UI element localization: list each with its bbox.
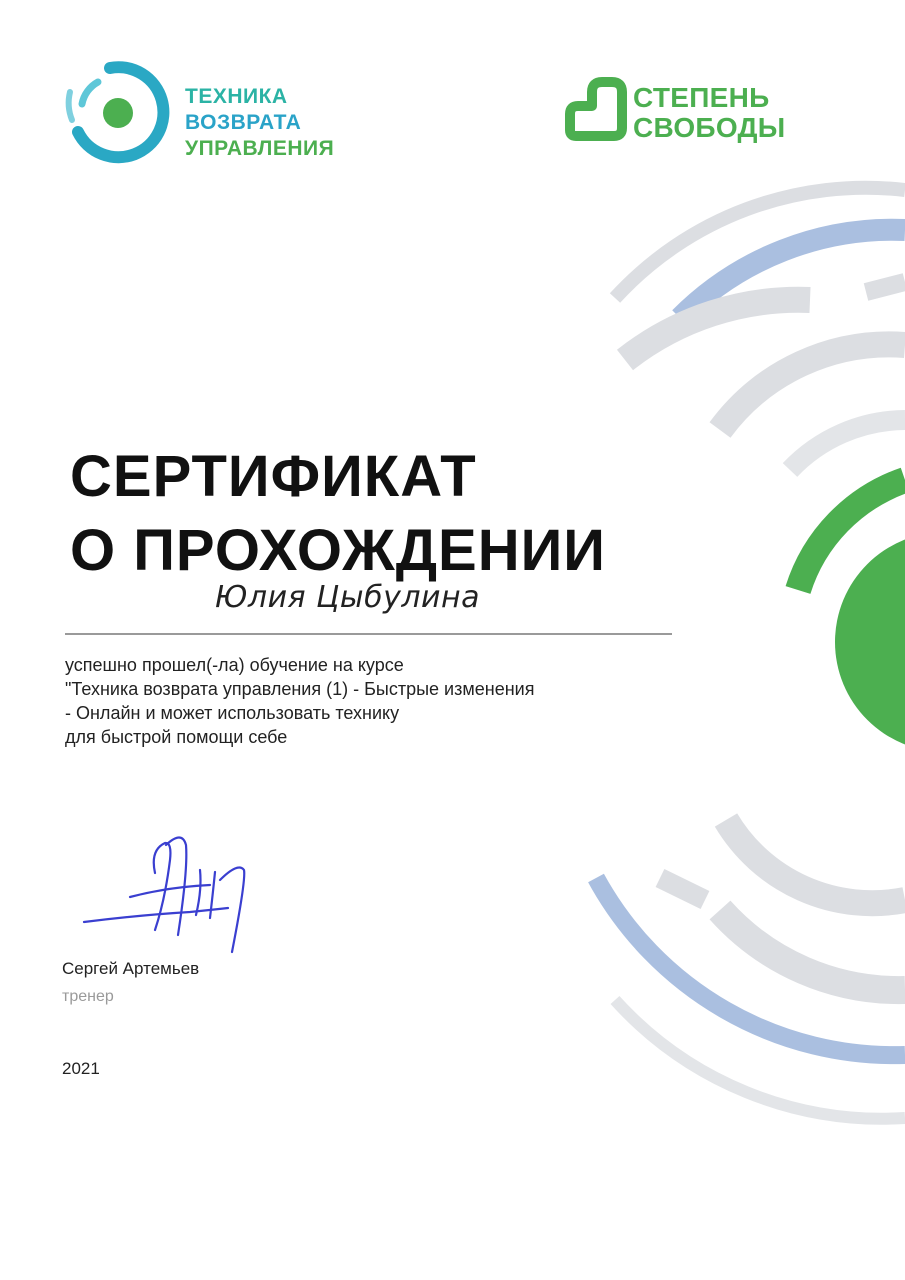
description-line-2: "Техника возврата управления (1) - Быстрые изменения: [65, 679, 535, 699]
signature-image: [84, 838, 244, 953]
step-shape-logo-icon: [570, 82, 622, 136]
green-disc: [835, 532, 905, 752]
logo-right-text: [633, 83, 786, 143]
certificate-year: 2021: [62, 1059, 100, 1078]
signer-name: Сергей Артемьев: [62, 959, 200, 978]
certificate-title: [70, 440, 606, 588]
logo-left-line-3: УПРАВЛЕНИЯ: [185, 137, 335, 160]
arc-grey-inner-top-2: [790, 420, 905, 470]
description-line-3: - Онлайн и может использовать технику: [65, 703, 400, 723]
logo-left-text: [185, 84, 334, 162]
arc-grey-bottom-dash: [660, 878, 705, 900]
logo-right-line-2: СВОБОДЫ: [633, 112, 786, 143]
logo-left-line-2: ВОЗВРАТА: [185, 111, 302, 134]
name-underline: [65, 633, 672, 635]
recipient-name: Юлия Цыбулина: [215, 580, 481, 615]
circular-arrow-logo-icon: [69, 67, 164, 157]
title-line-1: СЕРТИФИКАТ: [70, 444, 477, 509]
arc-grey-mid-top: [625, 300, 810, 360]
title-line-2: О ПРОХОЖДЕНИИ: [70, 518, 606, 583]
course-description: [65, 653, 534, 749]
logo-left-line-1: ТЕХНИКА: [185, 85, 288, 108]
description-line-4: для быстрой помощи себе: [65, 727, 288, 747]
signer-role: тренер: [62, 988, 114, 1005]
description-line-1: успешно прошел(-ла) обучение на курсе: [65, 655, 404, 675]
arc-grey-dash-top: [866, 282, 905, 292]
arc-grey-bottom-1: [726, 820, 905, 903]
arc-grey-outer-top: [615, 188, 905, 298]
logo-right-line-1: СТЕПЕНЬ: [633, 82, 770, 113]
arc-grey-bottom-2: [720, 910, 905, 990]
